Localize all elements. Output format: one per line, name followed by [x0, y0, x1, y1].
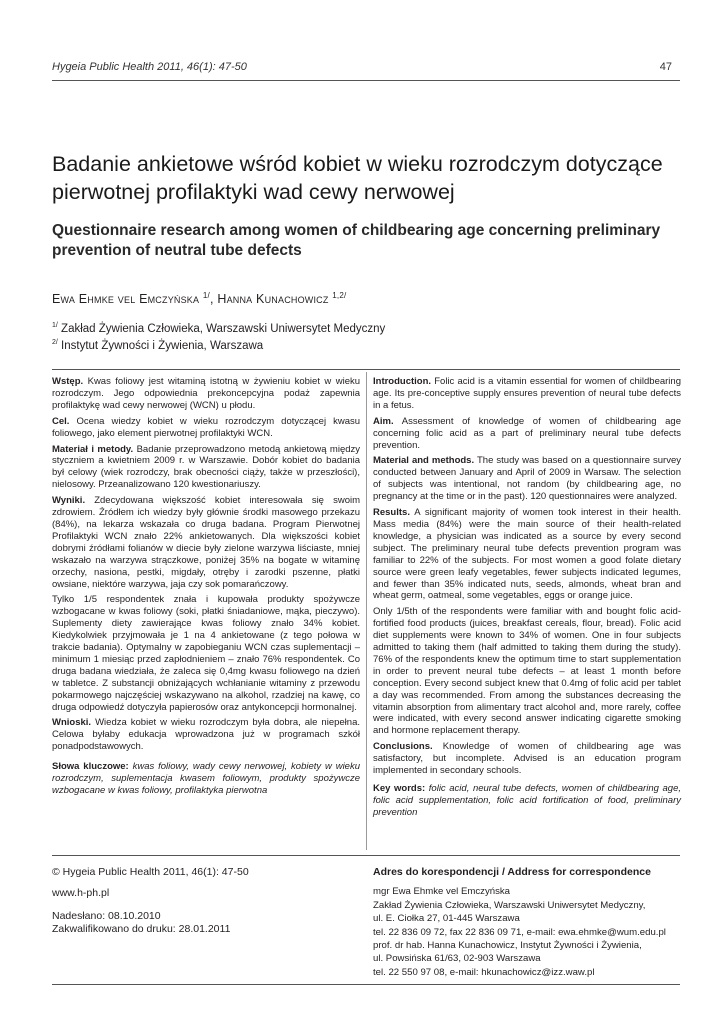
keywords-english — [373, 783, 681, 819]
address-line: ul. Powsińska 61/63, 02-903 Warszawa — [373, 953, 541, 965]
website-link[interactable]: www.h-ph.pl — [52, 887, 110, 899]
affiliation-1-text: Zakład Żywienia Człowieka, Warszawski Uniwersytet Medyczny — [61, 322, 386, 335]
publication-info — [52, 866, 352, 936]
keywords-polish — [52, 761, 360, 797]
address-line: tel. 22 836 09 72, fax 22 836 09 71, e-mail: ewa.ehmke@wum.edu.pl — [373, 926, 666, 938]
address-line: Zakład Żywienia Człowieka, Warszawski Uniwersytet Medyczny, — [373, 899, 646, 911]
footer-rule — [52, 855, 680, 856]
column-divider — [366, 372, 367, 850]
bottom-rule — [52, 984, 680, 985]
wnioski-label: Wnioski. — [52, 717, 92, 729]
affiliation-1 — [52, 322, 692, 335]
results-label: Results. — [373, 507, 410, 519]
abstract-pl-tylko: Tylko 1/5 respondentek znała i kupowała produkty spożywcze wzbogacane w kwas foliowy (soki, płatki śniadaniowe, mąka, pieczywo). Suplementy diety zawierające kwas foliowy znało 34% kobiet. Kiedykolwiek przyjmowała je 1 na 4 ankietowane (z tego połowa w trakcie badania). Optymalny w zapobieganiu WCN czas suplementacji – minimum 1 miesiąc przed zapłodnieniem – znało 76% respondentek. Co druga badana wiedziała, że zaleca się 0,4mg kwasu foliowego na dzień w tabletce. Z substancji obniżających wchłanianie witaminy z przewodu pokarmowego najczęściej wskazywano na alkohol, rzadziej na kawę, co druga odpowiedź dotyczyła papierosów oraz antykoncepcji hormonalnej. — [52, 594, 360, 713]
cel-label: Cel. — [52, 415, 70, 427]
header-rule — [52, 80, 680, 81]
copyright-line: © Hygeia Public Health 2011, 46(1): 47-50 — [52, 866, 249, 878]
abstract-english — [373, 376, 681, 823]
affiliation-2 — [52, 339, 692, 352]
abstract-en-intro — [373, 376, 681, 412]
author-2-affiliation: 1,2/ — [332, 291, 347, 300]
abstract-en-aim — [373, 416, 681, 452]
wstep-label: Wstęp. — [52, 376, 84, 387]
author-1-affiliation: 1/ — [202, 291, 210, 300]
intro-label: Introduction. — [373, 376, 432, 387]
abstract-pl-material — [52, 444, 360, 492]
abstract-pl-wstep — [52, 376, 360, 412]
title-polish: Badanie ankietowe wśród kobiet w wieku rozrodczym dotyczące pierwotnej profilaktyki wad cewy nerwowej — [52, 152, 663, 204]
methods-label: Material and methods. — [373, 455, 475, 467]
accepted-date: Zakwalifikowano do druku: 28.01.2011 — [52, 923, 231, 935]
author-2: Hanna Kunachowicz — [217, 292, 329, 307]
keywords-pl-label: Słowa kluczowe: — [52, 761, 129, 773]
address-line: ul. E. Ciołka 27, 01-445 Warszawa — [373, 913, 520, 925]
results-text: A significant majority of women took interest in their health. Mass media (84%) were the main source of their health-related knowledge, a physician was indicated as a source by every second subject. The preliminary neural tube defects prevention program was familiar to 22% of the subjects. For most women a good folate dietary source were green leafy vegetables, fewer subjects indicated legumes, and fewer than 35% indicated nuts, seeds, almonds, wheat bran and wheat germ, oatmeal, some vegetables, eggs or orange juice. — [373, 507, 681, 602]
wyniki-text: Zdecydowana większość kobiet interesowała się swoim zdrowiem. Źródłem ich wiedzy były głównie środki masowego przekazu (84%), na lekarza wskazała co druga badana. Program Pierwotnej Profilaktyki WCN znało 22% ankietowanych. Dla większości kobiet dobrymi źródłami folianów w diecie były zielone warzywa liściaste, mniej wskazało na warzywa strączkowe, poniżej 35% na bogate w witaminę orzechy, nasiona, pestki, migdały, otręby i zarodki pszenne, płatki owsiane, niektóre warzywa, jaja czy sok pomarańczowy. — [52, 495, 360, 590]
aim-label: Aim. — [373, 415, 394, 427]
conclusions-label: Conclusions. — [373, 741, 433, 753]
conclusions-text: Knowledge of women of childbearing age was satisfactory, but incomplete. Advised is an education program implemented in secondary schools. — [373, 741, 682, 777]
affiliation-2-marker: 2/ — [52, 339, 58, 346]
abstract-polish — [52, 376, 360, 801]
material-text: Badanie przeprowadzono metodą ankietową między styczniem a kwietniem 2009 r. w Warszawie. Dobór kobiet do badania był celowy (wiek rozrodczy, brak obecności ciąży, także w przeszłości), nielosowy. Przeanalizowano 120 kwestionariuszy. — [52, 443, 361, 491]
page-number: 47 — [659, 61, 672, 73]
address-line: mgr Ewa Ehmke vel Emczyńska — [373, 886, 511, 898]
address-line: prof. dr hab. Hanna Kunachowicz, Instytut Żywności i Żywienia, — [373, 940, 642, 952]
abstract-en-results — [373, 507, 681, 602]
abstract-top-rule — [52, 369, 680, 370]
affiliation-2-text: Instytut Żywności i Żywienia, Warszawa — [61, 339, 264, 352]
cel-text: Ocena wiedzy kobiet w wieku rozrodczym dotyczącej kwasu foliowego, jako element pierwotnej profilaktyki WCN. — [52, 415, 361, 439]
keywords-en-text: folic acid, neural tube defects, women of childbearing age, folic acid supplementation, folic acid fortification of food, preliminary prevention — [373, 783, 681, 818]
submitted-date: Nadesłano: 08.10.2010 — [52, 910, 161, 922]
material-label: Materiał i metody. — [52, 443, 134, 455]
wnioski-text: Wiedza kobiet w wieku rozrodczym była dobra, ale niepełna. Celowa byłaby edukacja wprowadzona już w programach szkół ponadpodstawowych. — [52, 717, 360, 753]
keywords-en-label: Key words: — [373, 783, 426, 794]
correspondence-address — [373, 866, 683, 979]
abstract-en-conclusions — [373, 741, 681, 777]
intro-text: Folic acid is a vitamin essential for women of childbearing age. Its pre-conceptive supply ensures prevention of neural tube defects in a fetus. — [373, 376, 681, 411]
running-head: Hygeia Public Health 2011, 46(1): 47-50 — [52, 61, 247, 73]
abstract-pl-wyniki — [52, 495, 360, 590]
abstract-en-only: Only 1/5th of the respondents were familiar with and bought folic acid-fortified food products (juices, breakfast cereals, flour, bread). Folic acid diet supplements were known to 34% of women. One in four subjects admitted to taking them (half admitted to taking them during the study). 76% of the respondents knew the optimum time to start supplementation in order to prevent neural tube defects – at least 1 month before conception. Every second subject knew that 0.4mg of folic acid per tablet a day was recommended. From among the substances decreasing the vitamin absorption from alimentary tract alcohol and, more rarely, coffee were indicated, with every second answer indicating cigarette smoking and hormone replacement therapy. — [373, 606, 681, 737]
title-english: Questionnaire research among women of childbearing age concerning preliminary prevention of neutral tube defects — [52, 222, 661, 259]
correspondence-heading: Adres do korespondencji / Address for correspondence — [373, 866, 651, 878]
wstep-text: Kwas foliowy jest witaminą istotną w żywieniu kobiet w wieku rozrodczym. Jego odpowiednia prekoncepcyjna podaż zapewnia profilaktykę wad cewy nerwowej (WCN) u płodu. — [52, 376, 361, 411]
abstract-en-methods — [373, 455, 681, 503]
author-1: Ewa Ehmke vel Emczyńska — [52, 292, 200, 307]
methods-text: The study was based on a questionnaire survey conducted between January and April of 2009 in Warsaw. The selection of subjects was intentional, not random (by childbearing age, no pregnancy at the time or in the past). 120 questionnaires were analyzed. — [373, 455, 681, 503]
authors — [52, 291, 692, 306]
abstract-pl-wnioski — [52, 717, 360, 753]
author-separator: , — [209, 292, 218, 307]
wyniki-label: Wyniki. — [52, 495, 86, 507]
address-line: tel. 22 550 97 08, e-mail: hkunachowicz@izz.waw.pl — [373, 966, 595, 978]
keywords-pl-text: kwas foliowy, wady cewy nerwowej, kobiety w wieku rozrodczym, suplementacja kwasem foliowym, produkty spożywcze wzbogacane w kwas foliowy, profilaktyka pierwotna — [52, 761, 361, 796]
aim-text: Assessment of knowledge of women of childbearing age concerning folic acid as a part of preliminary neural tube defects prevention. — [373, 415, 681, 451]
abstract-pl-cel — [52, 416, 360, 440]
affiliation-1-marker: 1/ — [52, 322, 58, 329]
